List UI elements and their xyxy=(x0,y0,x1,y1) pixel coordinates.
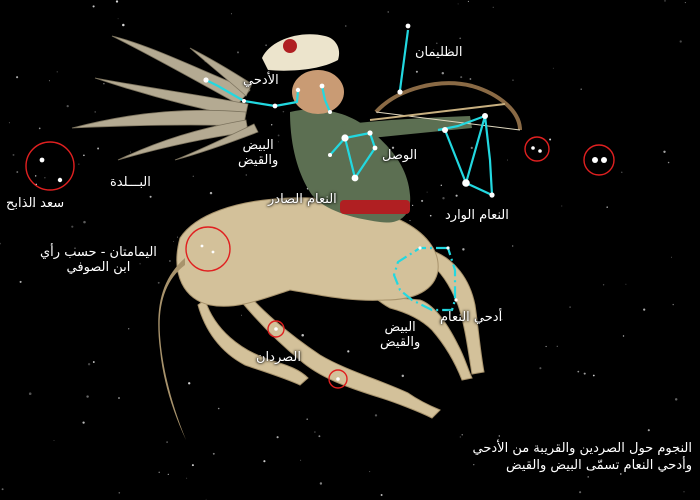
background-star xyxy=(97,148,99,150)
background-star xyxy=(320,482,322,484)
background-star xyxy=(664,0,665,1)
star xyxy=(601,157,607,163)
background-star xyxy=(579,491,581,493)
background-star xyxy=(668,162,670,164)
background-star xyxy=(603,284,604,285)
background-star xyxy=(86,395,88,397)
background-star xyxy=(623,335,624,336)
background-star xyxy=(471,147,473,149)
star xyxy=(58,178,62,182)
star xyxy=(489,192,494,197)
star xyxy=(442,127,448,133)
background-star xyxy=(587,476,589,478)
background-star xyxy=(314,431,316,433)
background-star xyxy=(673,304,674,305)
label-bayd-wal-qayd-2: البيض والقيض xyxy=(380,320,421,350)
background-star xyxy=(648,429,650,431)
background-star xyxy=(35,175,36,176)
star xyxy=(367,130,372,135)
star xyxy=(336,377,340,381)
background-star xyxy=(283,111,285,113)
background-star xyxy=(71,226,73,228)
footnote: النجوم حول الصردين والقريبة من الأدحي وأدحي النعام تسمّى البيض والقيض xyxy=(472,441,692,473)
background-star xyxy=(158,282,160,284)
background-star xyxy=(173,241,174,242)
background-star xyxy=(150,196,152,198)
background-star xyxy=(416,71,418,73)
background-star xyxy=(29,392,32,395)
star xyxy=(373,146,378,151)
background-star xyxy=(271,124,272,125)
label-naam-warid: النعام الوارد xyxy=(445,208,509,223)
background-star xyxy=(557,346,558,347)
background-star xyxy=(218,408,220,410)
star xyxy=(201,245,204,248)
background-star xyxy=(569,306,571,308)
background-star xyxy=(130,152,131,153)
background-star xyxy=(93,361,95,363)
star xyxy=(203,77,208,82)
background-star xyxy=(381,494,383,496)
background-star xyxy=(16,171,18,173)
archer-face xyxy=(292,70,344,114)
star xyxy=(328,153,332,157)
background-star xyxy=(83,221,86,224)
star xyxy=(538,149,542,153)
background-star xyxy=(462,248,464,250)
background-star xyxy=(442,72,444,74)
background-star xyxy=(553,68,554,69)
background-star xyxy=(277,436,279,438)
background-star xyxy=(680,40,682,42)
background-star xyxy=(462,434,463,435)
background-star xyxy=(193,176,194,177)
background-star xyxy=(593,375,595,377)
star xyxy=(352,175,359,182)
label-bayd-wal-qayd: البيض والقيض xyxy=(238,138,279,168)
background-star xyxy=(621,172,622,173)
background-star xyxy=(345,25,346,26)
background-star xyxy=(119,492,121,494)
background-star xyxy=(57,71,58,72)
background-star xyxy=(94,111,96,113)
star xyxy=(418,246,421,249)
background-star xyxy=(441,185,442,186)
background-star xyxy=(402,375,404,377)
label-zulman: الظليمان xyxy=(415,45,463,60)
background-star xyxy=(128,328,129,329)
star xyxy=(274,327,278,331)
label-wasl: الوصل xyxy=(382,148,418,163)
background-star xyxy=(265,44,267,46)
red-sash xyxy=(340,200,410,214)
background-star xyxy=(458,3,459,4)
star xyxy=(446,246,449,249)
star xyxy=(592,157,598,163)
star xyxy=(462,179,470,187)
background-star xyxy=(421,200,423,202)
background-star xyxy=(103,83,104,84)
star xyxy=(328,110,332,114)
star xyxy=(454,298,457,301)
background-star xyxy=(83,155,85,157)
background-star xyxy=(584,373,586,375)
background-star xyxy=(561,206,562,207)
background-star xyxy=(671,257,672,258)
background-star xyxy=(625,284,626,285)
star xyxy=(320,84,325,89)
background-star xyxy=(9,122,10,123)
background-star xyxy=(499,435,500,436)
background-star xyxy=(54,440,55,441)
background-star xyxy=(306,418,308,420)
background-star xyxy=(122,24,125,27)
background-star xyxy=(410,220,411,221)
background-star xyxy=(192,464,194,466)
background-star xyxy=(470,78,472,80)
background-star xyxy=(158,472,159,473)
background-star xyxy=(93,5,95,7)
background-star xyxy=(237,51,239,53)
star xyxy=(397,89,402,94)
background-star xyxy=(675,398,677,400)
label-udhi-naam: أدحي النعام xyxy=(440,310,503,325)
background-star xyxy=(468,1,469,2)
background-star xyxy=(318,435,320,437)
background-star xyxy=(539,367,541,369)
star xyxy=(296,88,300,92)
label-udhi: الأدحي xyxy=(243,73,279,88)
label-naam-sadir: النعام الصادر xyxy=(268,192,337,207)
background-star xyxy=(300,460,301,461)
background-star xyxy=(49,80,50,81)
background-star xyxy=(39,128,41,130)
background-star xyxy=(169,260,171,262)
background-star xyxy=(460,436,461,437)
background-star xyxy=(13,154,15,156)
label-saad-dhabih: سعد الذابح xyxy=(6,196,65,211)
background-star xyxy=(82,421,84,423)
background-star xyxy=(67,105,69,107)
background-star xyxy=(2,488,4,490)
label-surdan: الصردان xyxy=(256,350,301,365)
background-star xyxy=(177,237,178,238)
background-star xyxy=(78,164,79,165)
star xyxy=(242,99,246,103)
star xyxy=(212,251,215,254)
background-star xyxy=(456,195,458,197)
background-star xyxy=(388,11,389,12)
background-star xyxy=(88,363,90,365)
background-star xyxy=(427,192,428,193)
background-star xyxy=(512,80,513,81)
background-star xyxy=(375,414,377,416)
background-star xyxy=(231,13,232,14)
background-star xyxy=(460,76,462,78)
background-star xyxy=(507,160,508,161)
background-star xyxy=(442,197,444,199)
star xyxy=(341,134,348,141)
background-star xyxy=(459,37,461,39)
background-star xyxy=(580,88,581,89)
background-star xyxy=(493,7,494,8)
background-star xyxy=(16,76,18,78)
background-star xyxy=(369,471,370,472)
background-star xyxy=(683,491,684,492)
background-star xyxy=(210,192,212,194)
star xyxy=(406,24,411,29)
background-star xyxy=(643,308,645,310)
background-star xyxy=(20,281,22,283)
star xyxy=(40,158,45,163)
background-star xyxy=(606,206,608,208)
background-star xyxy=(278,134,280,136)
background-star xyxy=(188,382,190,384)
background-star xyxy=(116,0,118,2)
background-star xyxy=(549,139,551,141)
background-star xyxy=(118,397,120,399)
background-star xyxy=(436,42,438,44)
background-star xyxy=(118,18,119,19)
star xyxy=(273,104,278,109)
star xyxy=(531,146,535,150)
background-star xyxy=(241,315,242,316)
background-star xyxy=(685,2,686,3)
background-star xyxy=(44,177,45,178)
background-star xyxy=(546,346,547,347)
background-star xyxy=(168,474,169,475)
background-star xyxy=(301,334,304,337)
background-star xyxy=(663,151,665,153)
background-star xyxy=(186,478,187,479)
background-star xyxy=(512,245,513,246)
background-star xyxy=(347,350,349,352)
turban-crest xyxy=(283,39,297,53)
background-star xyxy=(166,441,168,443)
background-star xyxy=(412,205,413,206)
label-balda: البـــلدة xyxy=(110,175,151,190)
background-star xyxy=(430,215,432,217)
background-star xyxy=(213,453,215,455)
background-star xyxy=(246,175,247,176)
background-star xyxy=(577,371,579,373)
label-yamaniyatan: اليمامتان - حسب رأي ابن الصوفي xyxy=(40,245,157,275)
background-star xyxy=(263,460,265,462)
star xyxy=(482,113,488,119)
